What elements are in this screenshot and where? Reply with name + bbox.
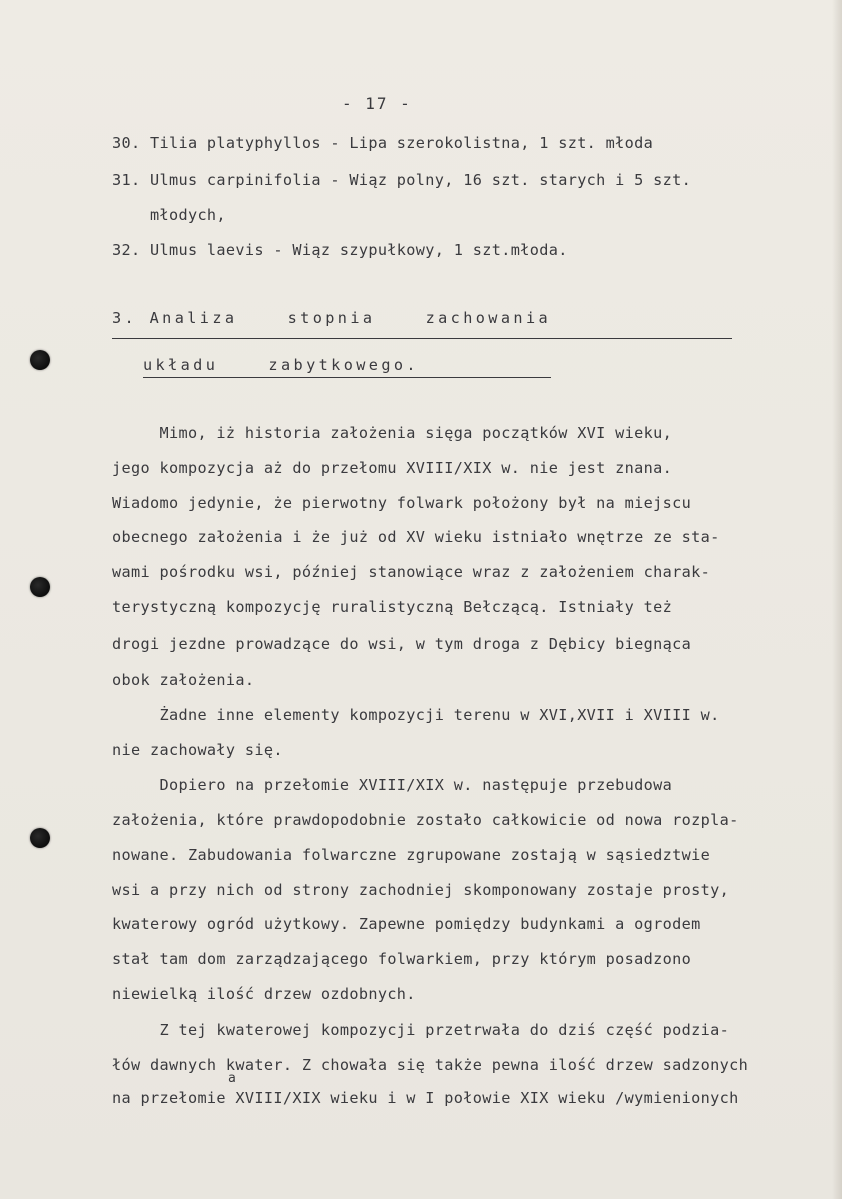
paragraph-line: Mimo, iż historia założenia sięga początków XVI wieku,: [112, 424, 673, 442]
paragraph-line: drogi jezdne prowadzące do wsi, w tym droga z Dębicy biegnąca: [112, 635, 692, 653]
paragraph-line: Wiadomo jedynie, że pierwotny folwark położony był na miejscu: [112, 494, 692, 512]
paragraph-line: założenia, które prawdopodobnie zostało całkowicie od nowa rozpla-: [112, 811, 739, 829]
punch-hole: [30, 828, 50, 848]
paragraph-line: obecnego założenia i że już od XV wieku istniało wnętrze ze sta-: [112, 528, 720, 546]
paragraph-line: obok założenia.: [112, 671, 255, 689]
list-item: 30. Tilia platyphyllos - Lipa szerokolistna, 1 szt. młoda: [112, 134, 654, 152]
paragraph-line: Żadne inne elementy kompozycji terenu w XVI,XVII i XVIII w.: [112, 706, 720, 724]
section-heading-line-1: 3. Analiza stopnia zachowania: [112, 309, 552, 327]
list-item: młodych,: [112, 206, 226, 224]
paragraph-line: Dopiero na przełomie XVIII/XIX w. następuje przebudowa: [112, 776, 673, 794]
list-item: 32. Ulmus laevis - Wiąz szypułkowy, 1 szt.młoda.: [112, 241, 568, 259]
paragraph-line: nowane. Zabudowania folwarczne zgrupowane zostają w sąsiedztwie: [112, 846, 711, 864]
paragraph-line: wami pośrodku wsi, później stanowiące wraz z założeniem charak-: [112, 563, 711, 581]
heading-underline-1: [112, 338, 732, 339]
heading-underline-2: [143, 377, 551, 378]
paragraph-line: Z tej kwaterowej kompozycji przetrwała do dziś część podzia-: [112, 1021, 730, 1039]
list-item: 31. Ulmus carpinifolia - Wiąz polny, 16 szt. starych i 5 szt.: [112, 171, 692, 189]
page-number: - 17 -: [342, 94, 412, 113]
section-heading-line-2: układu zabytkowego.: [143, 356, 419, 374]
paragraph-line: jego kompozycja aż do przełomu XVIII/XIX w. nie jest znana.: [112, 459, 673, 477]
punch-hole: [30, 577, 50, 597]
paragraph-line: stał tam dom zarządzającego folwarkiem, przy którym posadzono: [112, 950, 692, 968]
inserted-letter: a: [228, 1071, 236, 1086]
page-edge-shadow: [832, 0, 842, 1199]
paragraph-line: wsi a przy nich od strony zachodniej skomponowany zostaje prosty,: [112, 881, 730, 899]
paragraph-line: kwaterowy ogród użytkowy. Zapewne pomiędzy budynkami a ogrodem: [112, 915, 701, 933]
paragraph-line: łów dawnych kwater. Z chowała się także pewna ilość drzew sadzonych: [112, 1056, 749, 1074]
paragraph-line: terystyczną kompozycję ruralistyczną Bełczącą. Istniały też: [112, 598, 673, 616]
paragraph-line: niewielką ilość drzew ozdobnych.: [112, 985, 416, 1003]
paragraph-line: na przełomie XVIII/XIX wieku i w I połowie XIX wieku /wymienionych: [112, 1089, 739, 1107]
punch-hole: [30, 350, 50, 370]
paragraph-line: nie zachowały się.: [112, 741, 283, 759]
